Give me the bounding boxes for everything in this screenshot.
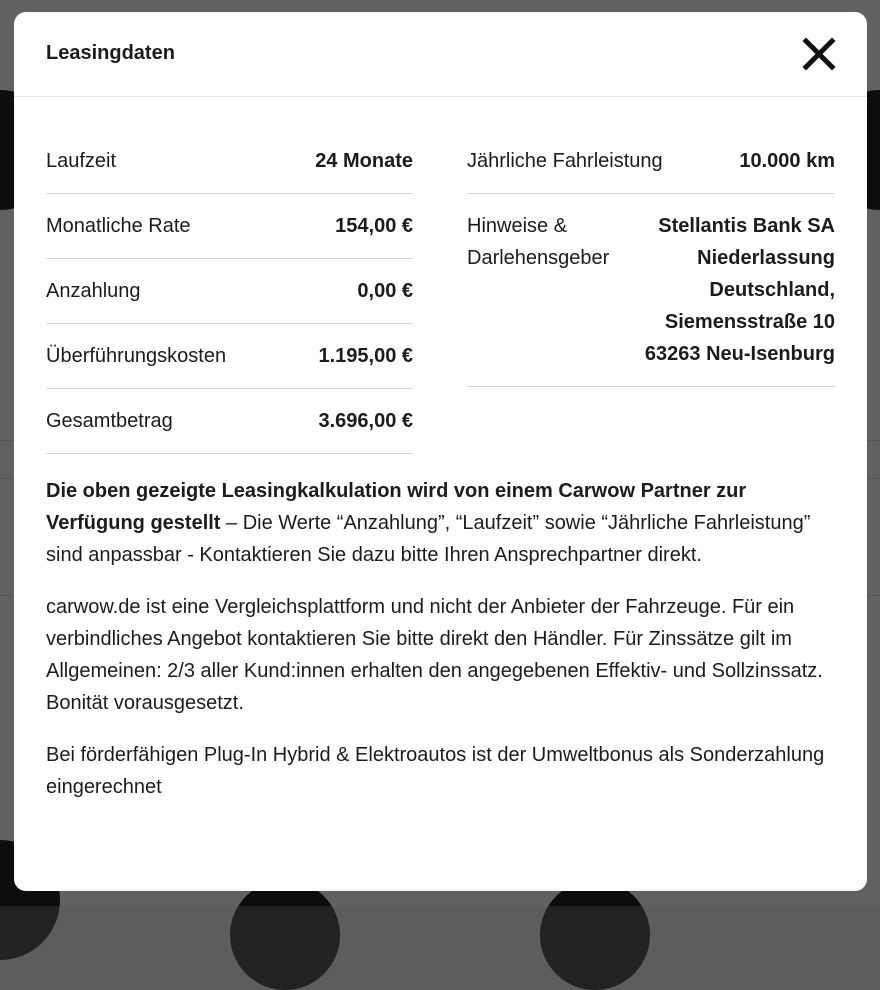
detail-value: Stellantis Bank SA Niederlassung Deutschland, Siemensstraße 10 63263 Neu-Isenburg bbox=[644, 215, 835, 365]
close-icon bbox=[802, 37, 836, 71]
detail-row-anzahlung bbox=[46, 259, 413, 324]
modal-title: Leasingdaten bbox=[46, 42, 175, 64]
detail-label: Überführungskosten bbox=[46, 345, 227, 367]
leasing-details-right-column bbox=[467, 129, 835, 387]
detail-label: Gesamtbetrag bbox=[46, 410, 173, 432]
notes-paragraph-partner bbox=[46, 475, 838, 571]
close-button[interactable] bbox=[801, 36, 837, 72]
detail-label: Laufzeit bbox=[46, 150, 117, 172]
notes-partner-text: – Die Werte “Anzahlung”, “Laufzeit” sowie “Jährliche Fahrleistung” sind anpassbar - Kontaktieren Sie dazu bitte Ihren Ansprechpartner direkt. bbox=[46, 512, 811, 566]
detail-row-darlehensgeber bbox=[467, 194, 835, 387]
detail-value: 10.000 km bbox=[739, 150, 835, 172]
detail-value: 1.195,00 € bbox=[318, 345, 413, 367]
detail-value: 154,00 € bbox=[335, 215, 413, 237]
detail-value: 0,00 € bbox=[357, 280, 413, 302]
detail-value: 3.696,00 € bbox=[318, 410, 413, 432]
detail-row-ueberfuehrungskosten bbox=[46, 324, 413, 389]
detail-row-monatliche-rate bbox=[46, 194, 413, 259]
detail-label: Jährliche Fahrleistung bbox=[467, 150, 663, 172]
detail-label: Anzahlung bbox=[46, 280, 141, 302]
detail-label: Hinweise & Darlehensgeber bbox=[467, 215, 610, 269]
notes-paragraph-bonus: Bei förderfähigen Plug-In Hybrid & Elektroautos ist der Umweltbonus als Sonderzahlung eingerechnet bbox=[46, 744, 825, 798]
leasing-notes bbox=[46, 475, 838, 823]
detail-label: Monatliche Rate bbox=[46, 215, 191, 237]
detail-row-jaehrliche-fahrleistung bbox=[467, 129, 835, 194]
leasing-data-modal bbox=[14, 12, 867, 891]
detail-row-laufzeit bbox=[46, 129, 413, 194]
notes-partner-bold: Die oben gezeigte Leasingkalkulation wird von einem Carwow Partner zur Verfügung gestellt bbox=[46, 480, 747, 534]
modal-header bbox=[14, 12, 867, 97]
leasing-details-left-column bbox=[46, 129, 413, 454]
detail-row-gesamtbetrag bbox=[46, 389, 413, 454]
detail-value: 24 Monate bbox=[315, 150, 413, 172]
notes-paragraph-platform: carwow.de ist eine Vergleichsplattform und nicht der Anbieter der Fahrzeuge. Für ein verbindliches Angebot kontaktieren Sie bitte direkt den Händler. Für Zinssätze gilt im Allgemeinen: 2/3 aller Kund:innen erhalten den angegebenen Effektiv- und Sollzinssatz. Bonität vorausgesetzt. bbox=[46, 596, 823, 714]
